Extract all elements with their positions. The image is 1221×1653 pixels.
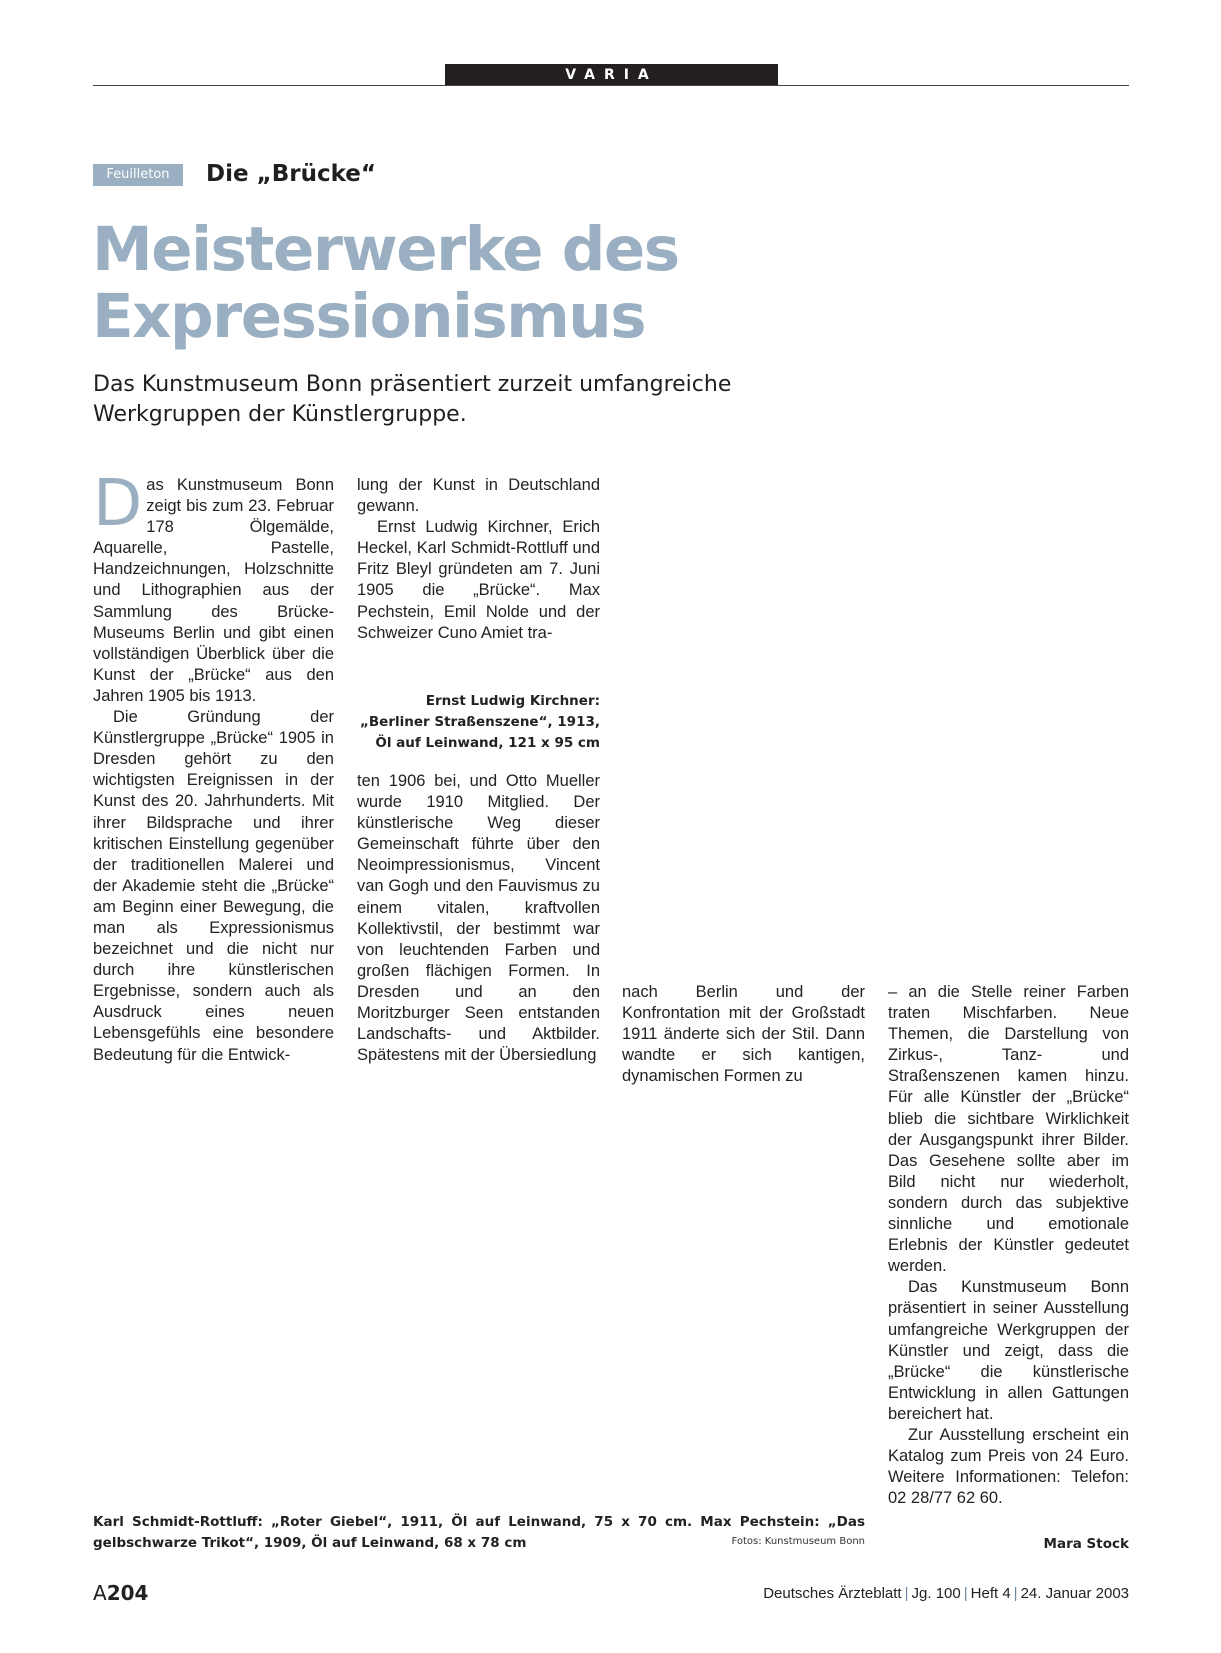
paragraph: Zur Ausstellung erscheint ein Katalog zum Preis von 24 Euro. Weitere Informationen: Telefon: 02 28/77 62 60. xyxy=(888,1425,1129,1508)
page-folio xyxy=(93,1581,148,1605)
article-column-1 xyxy=(93,467,334,1066)
article-column-4 xyxy=(888,982,1129,1509)
folio-prefix: A xyxy=(93,1581,107,1605)
paragraph: nach Berlin und der Konfrontation mit der Großstadt 1911 änderte sich der Stil. Dann wandte er sich kantigen, dynamischen Formen zu xyxy=(622,983,865,1086)
journal-info xyxy=(700,1585,1129,1602)
image-caption-bottom: Karl Schmidt-Rottluff: „Roter Giebel“, 1911, Öl auf Leinwand, 75 x 70 cm. Max Pechstein: „Das gelbschwarze Trikot“, 1909, Öl auf Leinwand, 68 x 78 cm xyxy=(93,1514,865,1551)
separator: | xyxy=(1013,1585,1018,1602)
kicker-title: Die „Brücke“ xyxy=(206,161,376,187)
paragraph-text: as Kunstmuseum Bonn zeigt bis zum 23. Februar 178 Ölgemälde, Aquarelle, Pastelle, Handzeichnungen, Holzschnitte und Lithographien aus der Sammlung des Brücke-Museums Berlin und gibt einen vollständigen Überblick über die Kunst der „Brücke“ aus den Jahren 1905 bis 1913. xyxy=(93,476,334,705)
lead-text: Das Kunstmuseum Bonn präsentiert zurzeit umfangreiche Werkgruppen der Künstlergruppe. xyxy=(93,372,732,427)
separator: | xyxy=(904,1585,909,1602)
drop-cap: D xyxy=(93,467,143,541)
page-number: 204 xyxy=(106,1581,149,1605)
section-label: VARIA xyxy=(445,64,778,86)
article-column-3 xyxy=(622,982,865,1087)
journal-issue: Heft 4 xyxy=(970,1585,1011,1602)
journal-volume: Jg. 100 xyxy=(911,1585,961,1602)
paragraph: Die Gründung der Künstlergruppe „Brücke“ 1905 in Dresden gehört zu den wichtigsten Ereignissen in der Kunst des 20. Jahrhunderts. Mit ihrer Bildsprache und ihrer kritischen Einstellung gegenüber der traditionellen Malerei und der Akademie steht die „Brücke“ am Beginn einer Bewegung, die man als Expressionismus bezeichnet und die nicht nur durch ihre künstlerischen Ergebnisse, sondern auch als Ausdruck eines neuen Lebensgefühls eine besondere Bedeutung für die Entwick- xyxy=(93,708,334,1064)
rubric-badge: Feuilleton xyxy=(93,164,183,186)
journal-date: 24. Januar 2003 xyxy=(1020,1585,1129,1602)
article-column-2-top xyxy=(357,475,600,644)
caption-line: Öl auf Leinwand, 121 x 95 cm xyxy=(375,735,600,751)
paragraph: – an die Stelle reiner Farben traten Mischfarben. Neue Themen, die Darstellung von Zirkus-, Tanz- und Straßenszenen kamen hinzu. Für alle Künstler der „Brücke“ blieb die sichtbare Wirklichkeit der Ausgangspunkt ihrer Bilder. Das Gesehene sollte aber im Bild nicht nur wiederholt, sondern durch das subjektive sinnliche und emotionale Erlebnis der Künstler gedeutet werden. xyxy=(888,983,1129,1276)
paragraph: Das Kunstmuseum Bonn präsentiert in seiner Ausstellung umfangreiche Werkgruppen der Künstler und zeigt, dass die „Brücke“ die künstlerische Entwicklung in allen Gattungen bereichert hat. xyxy=(888,1278,1129,1423)
paragraph: Ernst Ludwig Kirchner, Erich Heckel, Karl Schmidt-Rottluff und Fritz Bleyl gründeten am 7. Juni 1905 die „Brücke“. Max Pechstein, Emil Nolde und der Schweizer Cuno Amiet tra- xyxy=(357,518,600,642)
author-name: Mara Stock xyxy=(1043,1536,1129,1552)
caption-line: „Berliner Straßenszene“, 1913, xyxy=(360,714,600,730)
paragraph xyxy=(93,467,334,707)
image-caption-kirchner xyxy=(352,691,600,754)
journal-name: Deutsches Ärzteblatt xyxy=(763,1585,902,1602)
separator: | xyxy=(963,1585,968,1602)
headline: Meisterwerke des Expressionismus xyxy=(92,214,679,352)
article-column-2-bottom xyxy=(357,771,600,1066)
header-rule xyxy=(93,85,1129,86)
photo-credit: Fotos: Kunstmuseum Bonn xyxy=(731,1536,865,1547)
paragraph: ten 1906 bei, und Otto Mueller wurde 1910 Mitglied. Der künstlerische Weg dieser Gemeinschaft führte über den Neoimpressionismus, Vincent van Gogh und den Fauvismus zu einem vitalen, kraftvollen Kollektivstil, der bestimmt war von leuchtenden Farben und großen flächigen Formen. In Dresden und an den Moritzburger Seen entstanden Landschafts- und Aktbilder. Spätestens mit der Übersiedlung xyxy=(357,772,600,1065)
caption-line: Ernst Ludwig Kirchner: xyxy=(425,693,600,709)
paragraph: lung der Kunst in Deutschland gewann. xyxy=(357,476,600,516)
